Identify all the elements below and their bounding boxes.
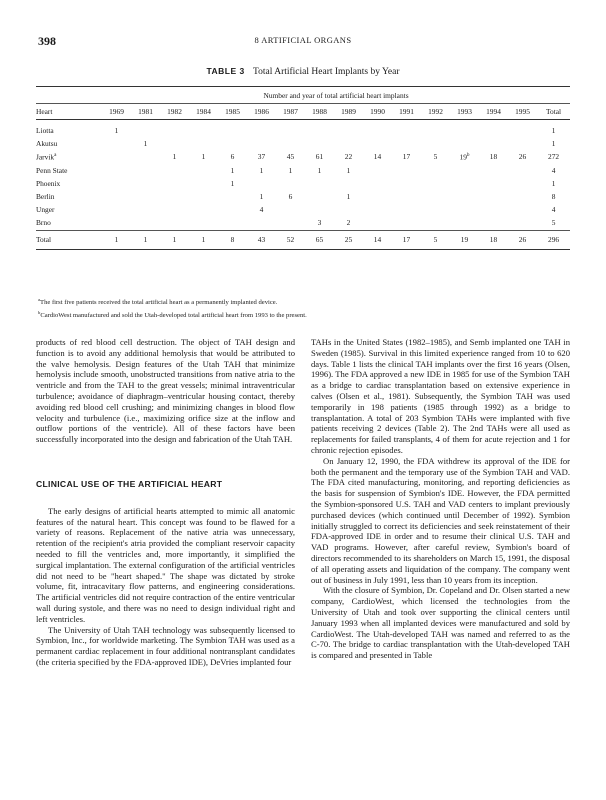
year-header: 1984 (189, 104, 218, 120)
table-cell (334, 137, 363, 150)
table-cell: 4 (551, 165, 556, 175)
table-cell (421, 137, 450, 150)
total-label: Total (36, 230, 102, 249)
heart-name-cell: Brno (36, 218, 51, 228)
paragraph: products of red blood cell destruction. The object of TAH design and function is to avoid any additional hemolysis that would be attributed to the valve hemolysis. Design features of the Utah TAH that minimize hemolysis include smooth, unobstructed transitions from native atria to the ventricle and from the TAH to the great vessels; minimal intraventricular turbulence; avoidance of diaphragm–ventricular housing contact, thereby avoiding red blood cell crushing; and minimizing changes in blood flow velocity and turbulence (i.e., maximizing orifice size at the inflow and outflow portions of the ventricle). All of these factors have been successfully incorporated into the design and fabrication of the Utah TAH. (36, 337, 295, 445)
table-row (36, 150, 570, 163)
table-cell: 2 (346, 218, 351, 228)
section-heading: CLINICAL USE OF THE ARTIFICIAL HEART (36, 478, 223, 489)
table-cell (189, 190, 218, 203)
table-cell: 4 (551, 205, 556, 215)
table-cell: 1 (551, 126, 556, 136)
total-cell: 296 (537, 230, 570, 249)
table-cell (189, 177, 218, 190)
heart-name-cell: Unger (36, 205, 55, 215)
table-cell: 22 (344, 152, 353, 162)
total-cell: 18 (479, 230, 508, 249)
table-cell (247, 120, 276, 138)
table-cell (218, 203, 247, 216)
table-row (36, 137, 570, 150)
year-header: 1981 (131, 104, 160, 120)
table-cell (421, 203, 450, 216)
footnote-b: $^b$CardioWest manufactured and sold the Utah-developed total artificial heart from 1993 to the present. (38, 310, 307, 320)
table-row (36, 216, 570, 230)
total-cell: 65 (305, 230, 334, 249)
year-header: 1988 (305, 104, 334, 120)
table-cell (363, 216, 392, 230)
year-header: 1994 (479, 104, 508, 120)
total-cell: 1 (189, 230, 218, 249)
table-cell (363, 190, 392, 203)
table-cell (479, 190, 508, 203)
table-cell (363, 137, 392, 150)
year-header: 1987 (276, 104, 305, 120)
table-cell (102, 137, 131, 150)
table-cell: 6 (230, 152, 235, 162)
table-cell (189, 137, 218, 150)
total-cell: 1 (131, 230, 160, 249)
table-cell (363, 164, 392, 177)
year-header: 1969 (102, 104, 131, 120)
year-header: 1995 (508, 104, 537, 120)
heart-name-cell: Phoenix (36, 178, 61, 188)
table-cell: 1 (230, 165, 235, 175)
year-header: 1990 (363, 104, 392, 120)
right-column (311, 337, 570, 661)
table-cell: 1 (288, 165, 293, 175)
total-cell: 17 (392, 230, 421, 249)
table-cell (392, 203, 421, 216)
table-cell: 17 (402, 152, 411, 162)
table-cell: 1 (172, 152, 177, 162)
table-cell (450, 177, 479, 190)
table-cell (160, 203, 189, 216)
table-cell (276, 177, 305, 190)
table-cell (508, 137, 537, 150)
paragraph: The early designs of artificial hearts attempted to mimic all anatomic features of the natural heart. This concept was found to be flawed for a variety of reasons. Replacement of the native atria was unnecessary, retention of the recipient's atria provided the compliant reservoir capacity needed to fill the ventricles and, more importantly, it simplified the surgical implantation. The external configuration of the artificial ventricles did not need to be "heart shaped." The shape was dictated by stroke volume, fit, intracavitary flow patterns, and engineering considerations. The artificial ventricles did not require contraction of the entire ventricular wall during systole, and there was no need to design individual right and left ventricles. (36, 505, 295, 624)
table-cell (392, 190, 421, 203)
table-cell (189, 216, 218, 230)
implants-table (36, 86, 570, 250)
table-cell (102, 177, 131, 190)
table-cell (508, 120, 537, 138)
table-cell (421, 177, 450, 190)
table-cell (450, 137, 479, 150)
year-header: 1986 (247, 104, 276, 120)
table-cell: 19$^b$ (459, 152, 470, 162)
table-cell (102, 203, 131, 216)
table-cell (334, 120, 363, 138)
running-title: 8 ARTIFICIAL ORGANS (254, 35, 352, 45)
table-cell (247, 137, 276, 150)
table-cell (102, 190, 131, 203)
table-row (36, 177, 570, 190)
table-cell (479, 203, 508, 216)
table-cell (392, 177, 421, 190)
table-cell (160, 216, 189, 230)
table-cell (392, 120, 421, 138)
table-cell (421, 164, 450, 177)
table-cell (247, 177, 276, 190)
table-row (36, 203, 570, 216)
page-number: 398 (38, 34, 56, 48)
table-cell (131, 164, 160, 177)
total-cell: 1 (160, 230, 189, 249)
table-cell (508, 216, 537, 230)
table-cell (305, 120, 334, 138)
table-cell (276, 137, 305, 150)
table-cell: 26 (518, 152, 527, 162)
table-cell (218, 137, 247, 150)
table-cell (450, 190, 479, 203)
total-cell: 25 (334, 230, 363, 249)
year-header: 1992 (421, 104, 450, 120)
table-cell (450, 120, 479, 138)
table-cell: 1 (143, 139, 148, 149)
table-footnotes (38, 295, 568, 321)
table-row (36, 164, 570, 177)
table-label: TABLE 3 (206, 66, 245, 76)
heart-column-header: Heart (36, 104, 102, 120)
table-cell: 1 (259, 165, 264, 175)
table-cell (276, 203, 305, 216)
paragraph: On January 12, 1990, the FDA withdrew its approval of the IDE for both the permanent and the temporary use of the Symbion TAH and VAD. The FDA cited manufacturing, monitoring, and reporting deficiencies as the basis for suspension of Symbion's IDE. However, the FDA permitted the Symbion-sponsored U.S. TAH and VAD centers to implant previously purchased devices (which continued until December of 1992). Symbion initially struggled to correct its deficiencies and seek reinstatement of their FDA-approved IDE in order and to resume their clinical U.S. TAH and VAD programs. However, after careful review, Symbion's board of directors recommended to its shareholders on March 15, 1991, the disposal of all operating assets and liquidation of the company. The company went out of business in July 1991, less than 10 years from its inception. (311, 455, 570, 585)
table-row (36, 120, 570, 138)
table-cell (334, 177, 363, 190)
table-cell: 1 (551, 178, 556, 188)
table-cell: 1 (259, 192, 264, 202)
total-cell: 5 (421, 230, 450, 249)
table-cell: 1 (346, 165, 351, 175)
table-cell (131, 203, 160, 216)
year-header: 1993 (450, 104, 479, 120)
footnote-a: $^a$The first five patients received the total artificial heart as a permanently implanted device. (38, 297, 278, 307)
total-cell: 8 (218, 230, 247, 249)
table-group-header: Number and year of total artificial heart implants (102, 87, 570, 104)
table-cell (479, 137, 508, 150)
table-cell: 4 (259, 205, 264, 215)
table-cell (276, 120, 305, 138)
table-cell (479, 216, 508, 230)
table-cell (421, 216, 450, 230)
total-cell: 52 (276, 230, 305, 249)
table-cell (160, 164, 189, 177)
table-cell (160, 137, 189, 150)
table-cell (508, 203, 537, 216)
table-cell (131, 190, 160, 203)
year-header: 1991 (392, 104, 421, 120)
table-cell (218, 120, 247, 138)
heart-name-cell: Berlin (36, 192, 55, 202)
table-cell (305, 137, 334, 150)
table-cell (189, 203, 218, 216)
paragraph: The University of Utah TAH technology was subsequently licensed to Symbion, Inc., for worldwide marketing. The Symbion TAH was used as a permanent cardiac replacement in four additional nontransplant candidates (the criteria specified by the FDA-approved IDE), DeVries implanted four (36, 624, 295, 667)
heart-name-cell: Liotta (36, 126, 54, 136)
table-cell (508, 177, 537, 190)
total-cell: 14 (363, 230, 392, 249)
table-cell (392, 216, 421, 230)
table-cell (102, 216, 131, 230)
table-caption (0, 66, 606, 77)
table-cell (479, 177, 508, 190)
table-cell: 14 (373, 152, 382, 162)
table-cell: 5 (433, 152, 438, 162)
table-cell (508, 190, 537, 203)
table-cell: 1 (346, 192, 351, 202)
left-column (36, 337, 295, 668)
page-header (38, 34, 568, 48)
table-cell (450, 164, 479, 177)
table-cell (189, 120, 218, 138)
table-cell (189, 164, 218, 177)
table-cell (218, 190, 247, 203)
table-cell (392, 137, 421, 150)
table-cell: 37 (257, 152, 266, 162)
table-cell: 61 (315, 152, 324, 162)
table-cell (276, 216, 305, 230)
heart-name-cell: Penn State (36, 165, 68, 175)
table-cell (363, 120, 392, 138)
table-cell: 3 (317, 218, 322, 228)
table-cell: 18 (489, 152, 498, 162)
table-cell (160, 120, 189, 138)
table-cell (131, 150, 160, 163)
table-cell (131, 120, 160, 138)
table-cell (131, 177, 160, 190)
table-cell: 5 (551, 218, 556, 228)
table-cell: 1 (114, 126, 119, 136)
table-cell (218, 216, 247, 230)
paragraph: TAHs in the United States (1982–1985), and Semb implanted one TAH in Sweden (1985). Survival in this limited experience ranged from 10 to 620 days. Table 1 lists the clinical TAH implants over the first 16 years (Olsen, 1996). The FDA approved a new IDE in 1985 for use of the Symbion TAH as a bridge to cardiac transplantation based on extensive experience in calves (Olsen et al., 1981). Subsequently, the Symbion TAH was used temporarily in 198 patients (1985 through 1992) as a bridge to transplantation. A total of 203 Symbion TAHs were implanted with five patients receiving 2 devices (Table 2). The 2nd TAHs were all used as replacements for failed transplants, 4 of them for acute rejection and 1 for chronic rejection episodes. (311, 337, 570, 455)
year-header: 1989 (334, 104, 363, 120)
total-cell: 26 (508, 230, 537, 249)
table-title: Total Artificial Heart Implants by Year (252, 67, 400, 77)
table-cell: 6 (288, 192, 293, 202)
table-cell (305, 177, 334, 190)
table-cell (102, 150, 131, 163)
table-cell (102, 164, 131, 177)
table-cell (305, 190, 334, 203)
table-cell (392, 164, 421, 177)
table-cell (305, 203, 334, 216)
year-header: 1985 (218, 104, 247, 120)
table-cell: 1 (201, 152, 206, 162)
table-cell (450, 216, 479, 230)
table-cell (479, 164, 508, 177)
table-row (36, 190, 570, 203)
table-cell (160, 177, 189, 190)
table-cell (334, 203, 363, 216)
table-cell (508, 164, 537, 177)
table-cell (479, 120, 508, 138)
table-cell: 1 (551, 139, 556, 149)
heart-name-cell: Akutsu (36, 139, 58, 149)
heart-name-cell: Jarvik$^a$ (36, 152, 57, 162)
table-cell (160, 190, 189, 203)
total-cell: 19 (450, 230, 479, 249)
table-cell: 45 (286, 152, 295, 162)
table-cell (421, 120, 450, 138)
total-row (36, 230, 570, 249)
table-cell (450, 203, 479, 216)
table-cell: 1 (317, 165, 322, 175)
table-cell (247, 216, 276, 230)
table-cell: 8 (551, 192, 556, 202)
year-header: Total (537, 104, 570, 120)
year-header: 1982 (160, 104, 189, 120)
table-cell (131, 216, 160, 230)
total-cell: 1 (102, 230, 131, 249)
table-cell: 1 (230, 178, 235, 188)
table-cell: 272 (548, 152, 560, 162)
table-cell (363, 177, 392, 190)
table-cell (363, 203, 392, 216)
total-cell: 43 (247, 230, 276, 249)
table-cell (421, 190, 450, 203)
paragraph: With the closure of Symbion, Dr. Copeland and Dr. Olsen started a new company, CardioWest, which licensed the technologies from the University of Utah and took over supporting the clinical centers until January 1993 when all implanted devices were manufactured and sold by CardioWest. The Utah-developed TAH was named and referred to as the C-70. The bridge to cardiac transplantation with the Utah-developed TAH is compared and presented in Table (311, 585, 570, 661)
